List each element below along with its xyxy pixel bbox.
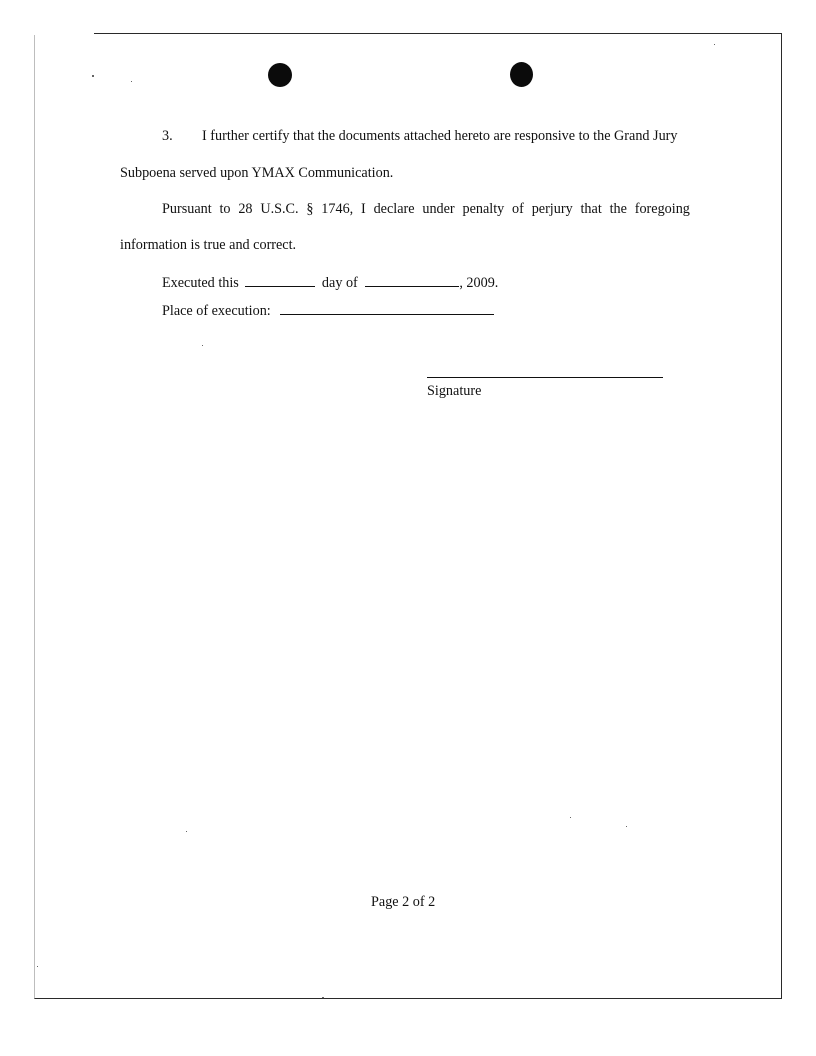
pursuant-word: perjury — [531, 201, 573, 217]
pursuant-word: Pursuant — [162, 201, 212, 217]
executed-date-line — [162, 272, 498, 292]
signature-label: Signature — [427, 383, 482, 399]
pursuant-word: I — [361, 201, 366, 217]
scan-speck — [37, 966, 38, 967]
pursuant-word: U.S.C. — [260, 201, 299, 217]
scan-speck — [202, 345, 203, 346]
pursuant-word: penalty — [462, 201, 505, 217]
pursuant-word: that — [580, 201, 602, 217]
place-label: Place of execution: — [162, 303, 271, 319]
place-blank-field[interactable] — [280, 300, 494, 315]
paragraph-number: 3. — [162, 128, 173, 144]
day-blank-field[interactable] — [245, 272, 315, 287]
pursuant-word: 1746, — [321, 201, 354, 217]
scan-speck — [92, 75, 94, 77]
executed-prefix: Executed this — [162, 275, 239, 291]
paragraph-3-line-2: Subpoena served upon YMAX Communication. — [120, 165, 394, 181]
pursuant-word: § — [306, 201, 314, 217]
month-blank-field[interactable] — [365, 272, 459, 287]
place-of-execution-line — [162, 300, 494, 320]
scan-speck — [626, 826, 627, 827]
pursuant-word: 28 — [238, 201, 253, 217]
signature-line[interactable] — [427, 377, 663, 378]
scan-speck — [714, 44, 715, 45]
pursuant-word: the — [609, 201, 627, 217]
pursuant-statement-line-1 — [162, 200, 690, 218]
punch-hole-left — [268, 63, 292, 87]
pursuant-word: of — [512, 201, 524, 217]
scan-speck — [131, 81, 132, 82]
pursuant-word: to — [219, 201, 231, 217]
paragraph-3-line-1: I further certify that the documents attached hereto are responsive to the Grand Jury — [202, 128, 678, 144]
scan-speck — [570, 817, 571, 818]
pursuant-word: under — [422, 201, 455, 217]
punch-hole-right — [510, 62, 533, 87]
pursuant-word: declare — [373, 201, 415, 217]
executed-middle: day of — [321, 275, 358, 291]
page-number: Page 2 of 2 — [371, 894, 436, 910]
executed-suffix: , 2009. — [459, 275, 499, 291]
scan-speck — [186, 831, 187, 832]
scan-speck — [322, 997, 324, 999]
pursuant-statement-line-2: information is true and correct. — [120, 237, 297, 253]
pursuant-word: foregoing — [634, 201, 690, 217]
page-edge-gap — [34, 33, 94, 35]
